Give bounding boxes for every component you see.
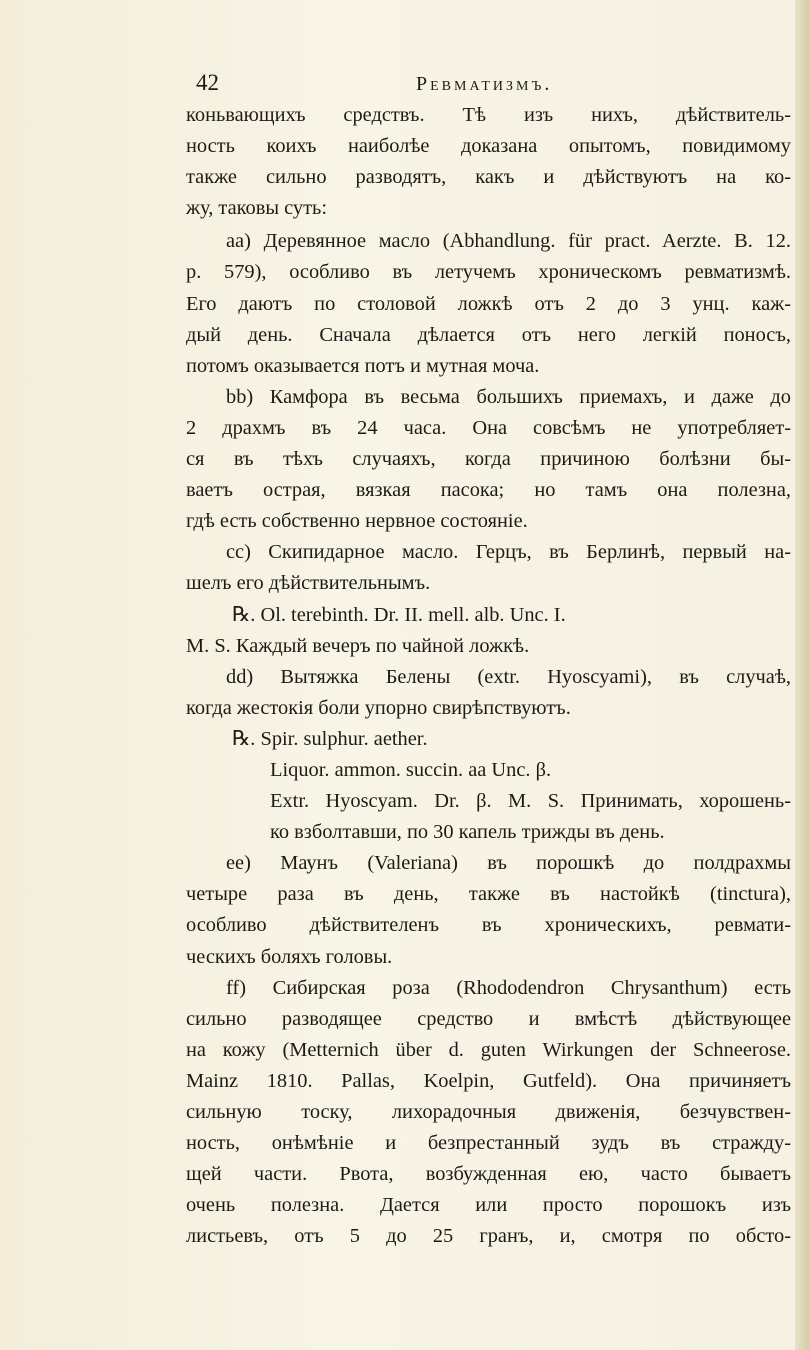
running-title: Ревматизмъ. [416,73,553,95]
text-line: bb) Камфора въ весьма большихъ приемахъ, и даже до [226,385,791,408]
text-line: коньвающихъ средствъ. Тѣ изъ нихъ, дѣйствитель- [186,104,791,126]
text-line: dd) Вытяжка Белены (extr. Hyoscyami), въ случаѣ, [226,665,791,688]
text-line: сильно разводящее средство и вмѣстѣ дѣйствующее [186,1007,791,1030]
text-line: очень полезна. Дается или просто порошокъ изъ [186,1194,791,1217]
text-line: ff) Сибирская роза (Rhododendron Chrysanthum) есть [226,976,791,999]
text-line: дый день. Сначала дѣлается отъ него легкій поносъ, [186,323,791,346]
text-line: ность коихъ наиболѣе доказана опытомъ, повидимому [186,135,791,158]
text-line: на кожу (Metternich über d. guten Wirkungen der Schneerose. [186,1038,791,1061]
text-line: листьевъ, отъ 5 до 25 гранъ, и, смотря по обсто- [186,1225,791,1248]
text-line: ваетъ острая, вязкая пасока; но тамъ она полезна, [186,479,791,502]
prescription-line: ℞. Spir. sulphur. aether. [232,727,428,750]
text-line: жу, таковы суть: [186,197,327,220]
text-line: ся въ тѣхъ случаяхъ, когда причиною болѣзни бы- [186,448,791,471]
text-line: aa) Деревянное масло (Abhandlung. für pract. Aerzte. B. 12. [226,230,791,253]
page-edge [795,0,809,1350]
page-header [196,68,576,102]
text-line: потомъ оказывается потъ и мутная моча. [186,354,540,377]
text-line: ee) Маунъ (Valeriana) въ порошкѣ до полдрахмы [226,852,791,875]
prescription-line: ℞. Ol. terebinth. Dr. II. mell. alb. Unc. I. [232,603,566,626]
prescription-line: M. S. Каждый вечеръ по чайной ложкѣ. [186,634,530,657]
text-line: cc) Скипидарное масло. Герцъ, въ Берлинѣ, первый на- [226,541,791,564]
page-number: 42 [196,70,219,95]
text-line: ность, онѣмѣніе и безпрестанный зудъ въ стражду- [186,1132,791,1155]
text-line: когда жестокія боли упорно свирѣпствуютъ. [186,696,571,719]
text-line: четыре раза въ день, также въ настойкѣ (tinctura), [186,883,791,906]
prescription-line: Liquor. ammon. succin. aa Unc. β. [270,758,552,781]
text-line: p. 579), особливо въ летучемъ хроническомъ ревматизмѣ. [186,261,791,284]
text-line: гдѣ есть собственно нервное состояніе. [186,510,528,533]
text-line: Его даютъ по столовой ложкѣ отъ 2 до 3 унц. каж- [186,292,791,315]
text-line: также сильно разводятъ, какъ и дѣйствуютъ на ко- [186,166,791,189]
text-line: шелъ его дѣйствительнымъ. [186,572,431,595]
text-line: 2 драхмъ въ 24 часа. Она совсѣмъ не употребляет- [186,416,791,439]
text-line: щей части. Рвота, возбужденная ею, часто бываетъ [186,1163,791,1186]
prescription-line: ко взболтавши, по 30 капель трижды въ день. [270,821,665,844]
text-line: особливо дѣйствителенъ въ хроническихъ, ревмати- [186,914,791,937]
text-line: ческихъ боляхъ головы. [186,945,393,968]
text-line: Mainz 1810. Pallas, Koelpin, Gutfeld). Она причиняетъ [186,1069,791,1092]
text-line: сильную тоску, лихорадочныя движенія, безчувствен- [186,1101,791,1123]
body-text [186,100,791,1252]
prescription-line: Extr. Hyoscyam. Dr. β. M. S. Принимать, хорошень- [270,790,791,813]
